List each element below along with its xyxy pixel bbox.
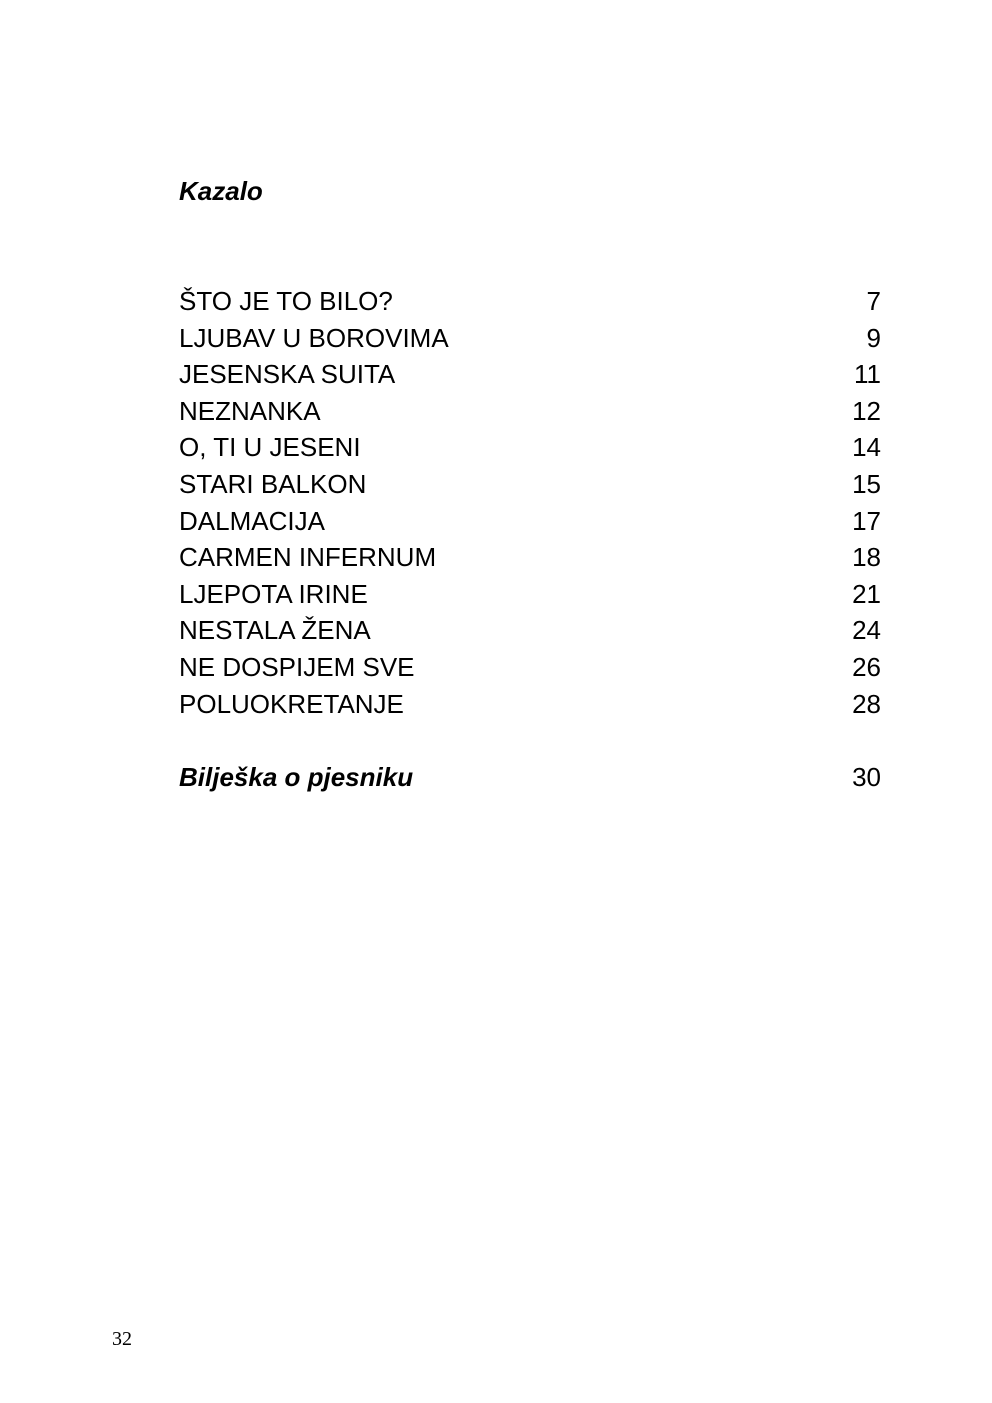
- toc-entry-page: 28: [852, 688, 881, 719]
- toc-entry-page: 9: [866, 322, 881, 353]
- toc-entry: [179, 283, 881, 320]
- toc-entry-title: NE DOSPIJEM SVE: [179, 651, 415, 682]
- toc-entry: [179, 539, 881, 576]
- toc-entry: [179, 649, 881, 686]
- toc-entry-page: 17: [852, 505, 881, 536]
- toc-entry-page: 18: [852, 542, 881, 573]
- toc-entry: [179, 686, 881, 723]
- toc-entry: [179, 356, 881, 393]
- toc-entry: [179, 503, 881, 540]
- toc-entry: [179, 393, 881, 430]
- toc-entry-page: 24: [852, 615, 881, 646]
- toc-note-page: 30: [852, 762, 881, 792]
- toc-entry-title: ŠTO JE TO BILO?: [179, 286, 393, 316]
- toc-entry: [179, 612, 881, 649]
- toc-entry-title: JESENSKA SUITA: [179, 359, 396, 390]
- toc-note-title: Bilješka o pjesniku: [179, 762, 414, 792]
- page-number: 32: [112, 1328, 132, 1350]
- toc-entry-title: NESTALA ŽENA: [179, 615, 371, 646]
- toc-entry-page: 15: [852, 468, 881, 499]
- toc-entry-title: NEZNANKA: [179, 395, 321, 426]
- toc-title: Kazalo: [179, 176, 263, 206]
- toc-entry-page: 11: [854, 359, 881, 390]
- toc-entry-page: 26: [852, 651, 881, 682]
- toc-entry: [179, 429, 881, 466]
- toc-entry-title: O, TI U JESENI: [179, 432, 361, 463]
- toc-entry-page: 21: [852, 578, 881, 609]
- toc-entry-page: 7: [866, 286, 881, 316]
- toc-list: [179, 283, 881, 722]
- toc-entry-page: 12: [852, 395, 881, 426]
- toc-entry-title: LJEPOTA IRINE: [179, 578, 368, 609]
- toc-entry-title: CARMEN INFERNUM: [179, 542, 437, 573]
- toc-note-entry: [179, 759, 881, 795]
- toc-entry-page: 14: [852, 432, 881, 463]
- toc-entry: [179, 466, 881, 503]
- toc-entry-title: POLUOKRETANJE: [179, 688, 404, 719]
- toc-entry-title: DALMACIJA: [179, 505, 325, 536]
- toc-entry: [179, 320, 881, 357]
- toc-entry-title: STARI BALKON: [179, 468, 367, 499]
- toc-entry-title: LJUBAV U BOROVIMA: [179, 322, 449, 353]
- toc-entry: [179, 576, 881, 613]
